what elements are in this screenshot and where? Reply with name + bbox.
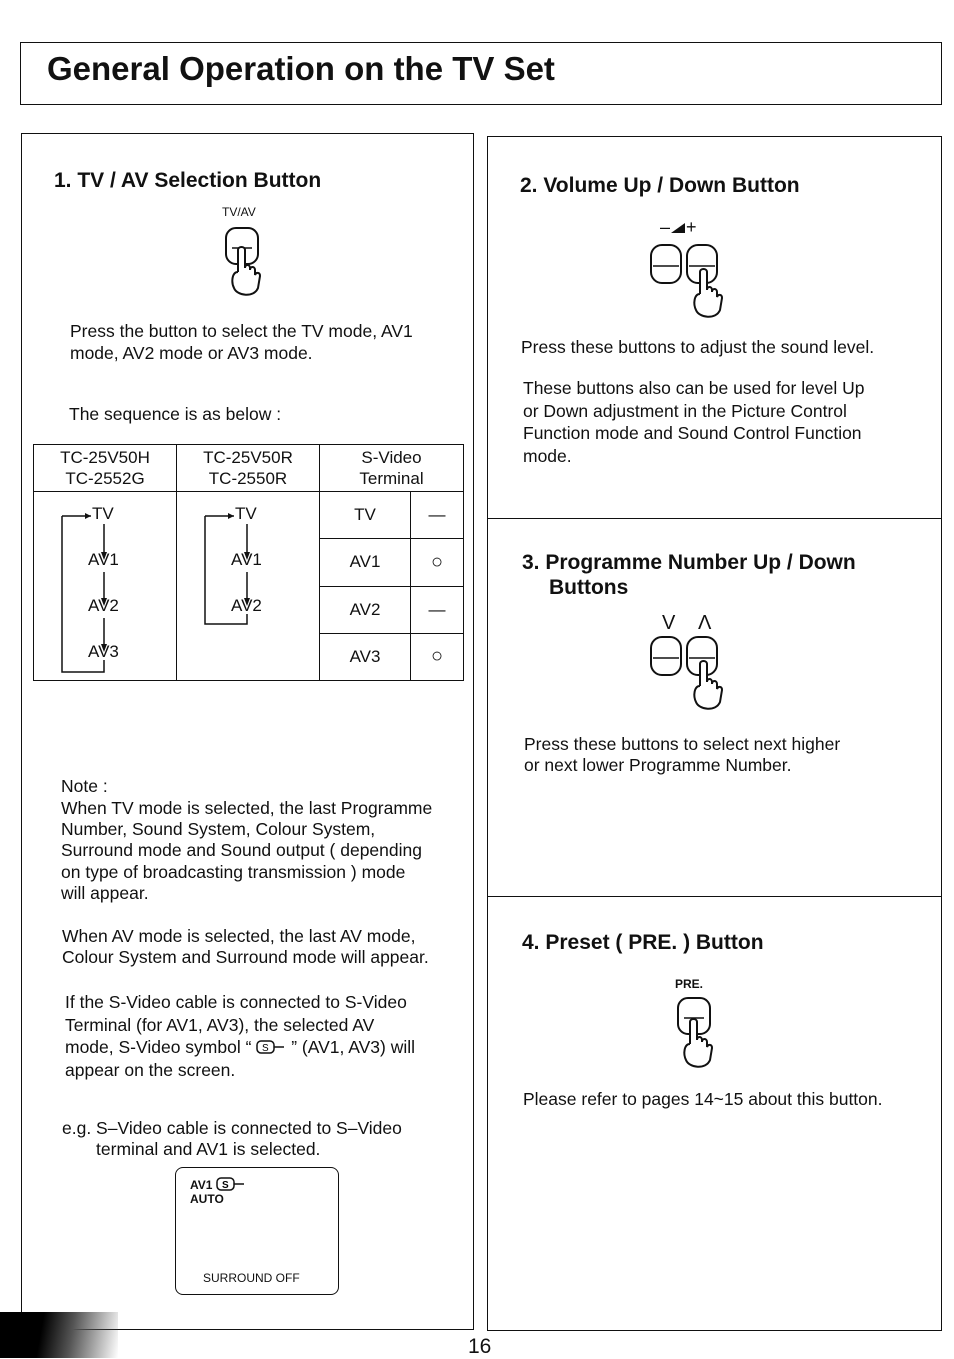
finger-press-two-buttons-icon [648,242,730,324]
finger-press-two-buttons-icon [648,634,730,716]
note-para3-line4: appear on the screen. [65,1060,236,1080]
svideo-circle-icon: ○ [430,645,444,668]
table-header-svideo: S-Video Terminal [320,445,464,492]
svideo-symbol-icon [256,1040,286,1054]
svideo-symbol-icon [216,1177,246,1191]
page-title: General Operation on the TV Set [47,50,555,87]
tvav-button-label: TV/AV [222,205,256,219]
note-label: Note : [61,776,108,796]
col2-mode-av2: AV2 [231,596,262,615]
pre-button-label: PRE. [675,977,704,991]
note-para2: When AV mode is selected, the last AV mode, Colour System and Surround mode will appear. [62,926,429,967]
screen-line1 [190,1177,246,1192]
svg-text:S: S [221,1180,229,1191]
sequence-table [33,444,464,681]
col1-mode-av3: AV3 [88,642,119,661]
screen-auto-label: AUTO [190,1192,224,1206]
page-number: 16 [468,1335,492,1358]
section3-title-line2: Buttons [549,576,629,599]
finger-press-button-icon [222,222,266,302]
col1-mode-av2: AV2 [88,596,119,615]
volume-ramp-icon [670,222,686,234]
svideo-dash-icon: — [428,505,446,525]
screen-av1-label: AV1 [190,1178,213,1192]
volume-symbols [660,217,697,238]
table-header-model1: TC-25V50H TC-2552G [34,445,177,492]
svideo-dash-icon: — [428,599,446,619]
scan-corner-mark [0,1312,118,1358]
prog-down-symbol: V [662,612,676,634]
section3-para1: Press these buttons to select next higher or next lower Programme Number. [524,734,841,775]
section2-para2: These buttons also can be used for level Up or Down adjustment in the Picture Control Function mode and Sound Control Function mode. [523,378,865,466]
note-para3-line2: Terminal (for AV1, AV3), the selected AV [65,1015,375,1035]
note-para3-line3-end: ” (AV1, AV3) will [291,1037,416,1057]
section2-para1: Press these buttons to adjust the sound level. [521,337,875,357]
svideo-av1-status [411,539,464,586]
svideo-circle-icon: ○ [430,550,444,573]
example-text: e.g. S–Video cable is connected to S–Video terminal and AV1 is selected. [62,1118,402,1159]
col2-sequence-cell [177,492,320,681]
svideo-mode-av1: AV1 [320,539,411,586]
col2-mode-tv: TV [235,504,257,523]
svideo-mode-tv: TV [320,492,411,539]
volume-plus-label: + [686,217,697,237]
col1-mode-tv: TV [92,504,114,523]
note-para3-line3-start: mode, S-Video symbol “ [65,1037,252,1057]
note-para3-line1: If the S-Video cable is connected to S-Video [65,992,407,1012]
right-divider-1 [487,518,942,519]
screen-surround-label: SURROUND OFF [203,1271,300,1285]
section4-title: 4. Preset ( PRE. ) Button [522,931,764,954]
svideo-mode-av2: AV2 [320,586,411,633]
finger-press-button-icon [676,994,720,1074]
volume-minus-label: – [660,217,671,237]
svideo-mode-av3: AV3 [320,633,411,680]
section3-title-line1: 3. Programme Number Up / Down [522,551,856,574]
svg-text:S: S [262,1043,269,1054]
section1-title: 1. TV / AV Selection Button [54,169,322,192]
col2-mode-av1: AV1 [231,550,262,569]
section1-para2: The sequence is as below : [69,404,282,424]
col1-mode-av1: AV1 [88,550,119,569]
note-para1: When TV mode is selected, the last Programme Number, Sound System, Colour System, Surround mode and Sound output ( depending on type of broadcasting transmission ) mode will appear. [61,798,433,903]
section4-para1: Please refer to pages 14~15 about this button. [523,1089,883,1109]
table-header-model2: TC-25V50R TC-2550R [177,445,320,492]
svideo-tv-status [411,492,464,539]
note-para3-line3 [65,1036,415,1058]
section2-title: 2. Volume Up / Down Button [520,174,800,197]
col1-sequence-cell [34,492,177,681]
prog-up-symbol: Λ [698,612,712,634]
right-divider-2 [487,896,942,897]
svideo-av2-status [411,586,464,633]
section1-para1: Press the button to select the TV mode, AV1 mode, AV2 mode or AV3 mode. [70,321,413,363]
svideo-av3-status [411,633,464,680]
